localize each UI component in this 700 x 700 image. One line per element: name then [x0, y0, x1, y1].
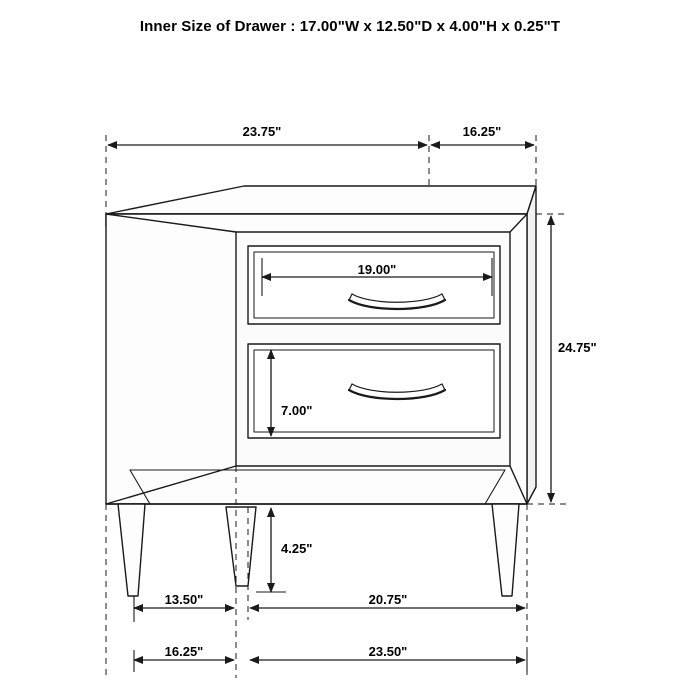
dim-label-top-left-width: 23.75" — [242, 124, 282, 139]
leg-front-left — [118, 504, 145, 596]
dim-label-base-front-width: 20.75" — [368, 592, 408, 607]
dim-label-base-left-depth: 13.50" — [164, 592, 204, 607]
dim-label-drawer-inner-width: 19.00" — [357, 262, 397, 277]
dim-label-bottom-front-width: 23.50" — [368, 644, 408, 659]
dim-label-bottom-left-depth: 16.25" — [164, 644, 204, 659]
dim-label-leg-height: 4.25" — [281, 541, 313, 556]
leg-front-right — [492, 504, 519, 596]
drawer-upper — [248, 246, 500, 324]
dim-label-drawer-zone-height: 7.00" — [281, 403, 313, 418]
dim-label-overall-height: 24.75" — [558, 340, 597, 355]
page-title: Inner Size of Drawer : 17.00"W x 12.50"D x 4.00"H x 0.25"T — [139, 18, 561, 35]
cabinet-right-side — [527, 186, 536, 504]
dim-label-top-right-depth: 16.25" — [462, 124, 502, 139]
leg-center-rear — [226, 507, 256, 586]
